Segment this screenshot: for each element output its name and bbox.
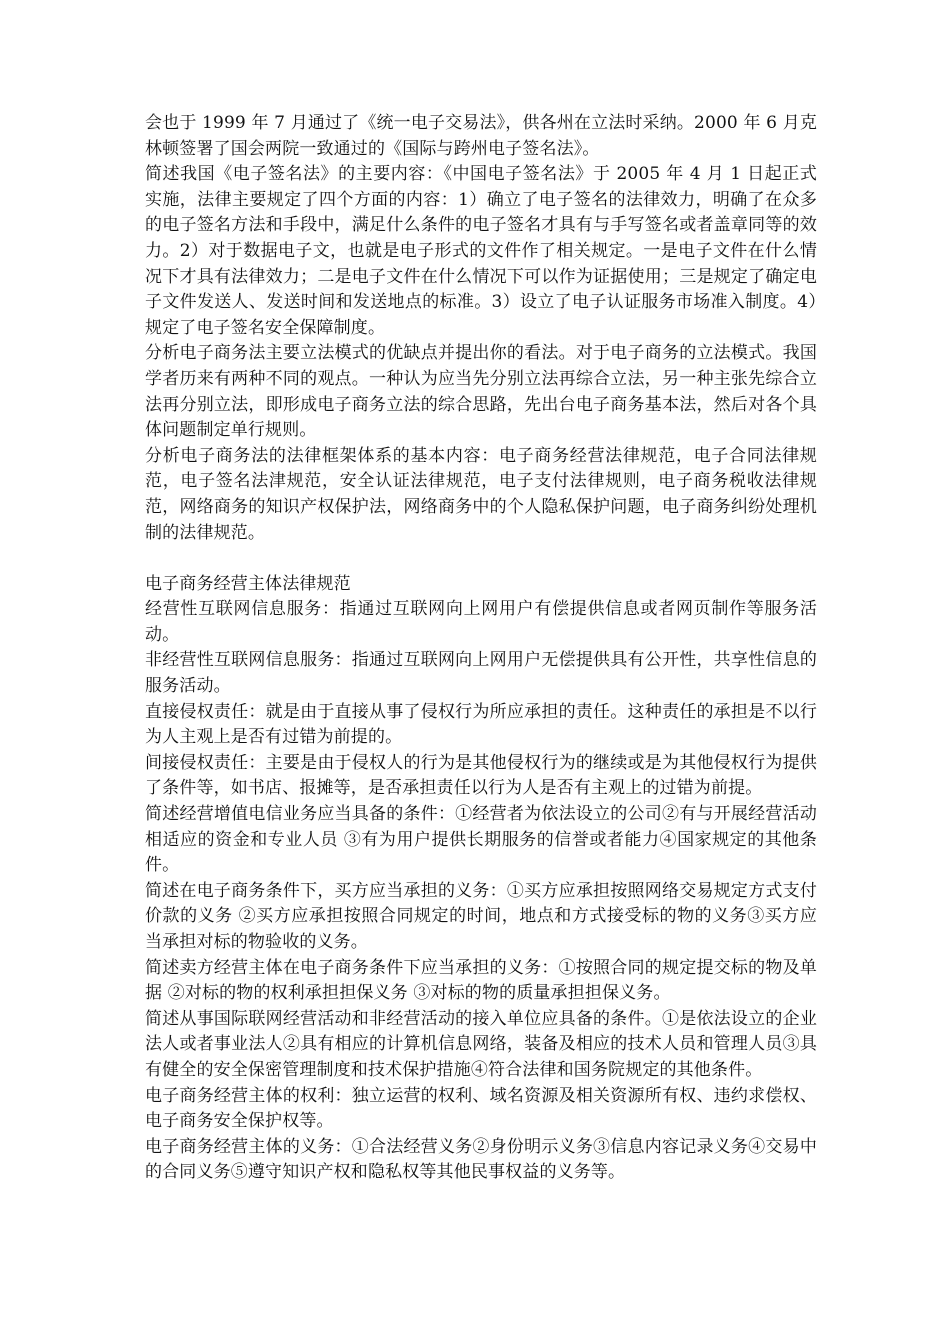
paragraph-commercial-internet-service: 经营性互联网信息服务：指通过互联网向上网用户有偿提供信息或者网页制作等服务活动。 xyxy=(145,599,817,645)
paragraph-telecom-conditions: 简述经营增值电信业务应当具备的条件：①经营者为依法设立的公司②有与开展经营活动相适应的资金和专业人员 ③有为用户提供长期服务的信誉或者能力④国家规定的其他条件。 xyxy=(145,804,817,876)
paragraph-access-unit-conditions: 简述从事国际联网经营活动和非经营活动的接入单位应具备的条件。①是依法设立的企业法人或者事业法人②具有相应的计算机信息网络，装备及相应的技术人员和管理人员③具有健全的安全保密管理制度和技术保护措施④符合法律和国务院规定的其他条件。 xyxy=(145,1008,817,1080)
section-heading: 电子商务经营主体法律规范 xyxy=(145,573,351,594)
paragraph-seller-obligations: 简述卖方经营主体在电子商务条件下应当承担的义务：①按照合同的规定提交标的物及单据 ②对标的物的权利承担担保义务 ③对标的物的质量承担担保义务。 xyxy=(145,957,817,1004)
paragraph-legislation-model: 分析电子商务法主要立法模式的优缺点并提出你的看法。对于电子商务的立法模式。我国学者历来有两种不同的观点。一种认为应当先分别立法再综合立法，另一种主张先综合立法再分别立法，即形成电子商务立法的综合思路，先出台电子商务基本法，然后对各个具体问题制定单行规则。 xyxy=(145,343,817,441)
blank-line xyxy=(145,546,817,572)
paragraph-operator-rights: 电子商务经营主体的权利：独立运营的权利、域名资源及相关资源所有权、违约求偿权、电子商务安全保护权等。 xyxy=(145,1085,817,1132)
paragraph-e-signature-law: 简述我国《电子签名法》的主要内容：《中国电子签名法》于 2005 年 4 月 1 日起正式实施，法律主要规定了四个方面的内容：1）确立了电子签名的法律效力，明确了在众多的电子签名方法和手段中，满足什么条件的电子签名才具有与手写签名或者盖章同等的效力。2）对于数据电子文，也就是电子形式的文件作了相关规定。一是电子文件在什么情况下才具有法律效力；二是电子文件在什么情况下可以作为证据使用；三是规定了确定电子文件发送人、发送时间和发送地点的标准。3）设立了电子认证服务市场准入制度。4）规定了电子签名安全保障制度。 xyxy=(145,164,817,338)
paragraph-noncommercial-internet-service: 非经营性互联网信息服务：指通过互联网向上网用户无偿提供具有公开性，共享性信息的服务活动。 xyxy=(145,650,817,697)
paragraph-direct-infringement: 直接侵权责任：就是由于直接从事了侵权行为所应承担的责任。这种责任的承担是不以行为人主观上是否有过错为前提的。 xyxy=(145,701,817,748)
document-body xyxy=(145,111,817,1186)
paragraph-indirect-infringement: 间接侵权责任：主要是由于侵权人的行为是其他侵权行为的继续或是为其他侵权行为提供了条件等，如书店、报摊等，是否承担责任以行为人是否有主观上的过错为前提。 xyxy=(145,752,817,799)
paragraph-legal-framework: 分析电子商务法的法律框架体系的基本内容：电子商务经营法律规范，电子合同法律规范，电子签名法津规范，安全认证法律规范，电子支付法律规则，电子商务税收法律规范，网络商务的知识产权保护法，网络商务中的个人隐私保护问题，电子商务纠纷处理机制的法律规范。 xyxy=(145,445,817,543)
paragraph-operator-obligations: 电子商务经营主体的义务：①合法经营义务②身份明示义务③信息内容记录义务④交易中的合同义务⑤遵守知识产权和隐私权等其他民事权益的义务等。 xyxy=(145,1136,817,1183)
paragraph-legislation-history: 会也于 1999 年 7 月通过了《统一电子交易法》，供各州在立法时采纳。2000 年 6 月克林顿签署了国会两院一致通过的《国际与跨州电子签名法》。 xyxy=(145,113,817,159)
paragraph-buyer-obligations: 简述在电子商务条件下，买方应当承担的义务：①买方应承担按照网络交易规定方式支付价款的义务 ②买方应承担按照合同规定的时间，地点和方式接受标的物的义务③买方应当承担对标的物验收的义务。 xyxy=(145,880,817,952)
